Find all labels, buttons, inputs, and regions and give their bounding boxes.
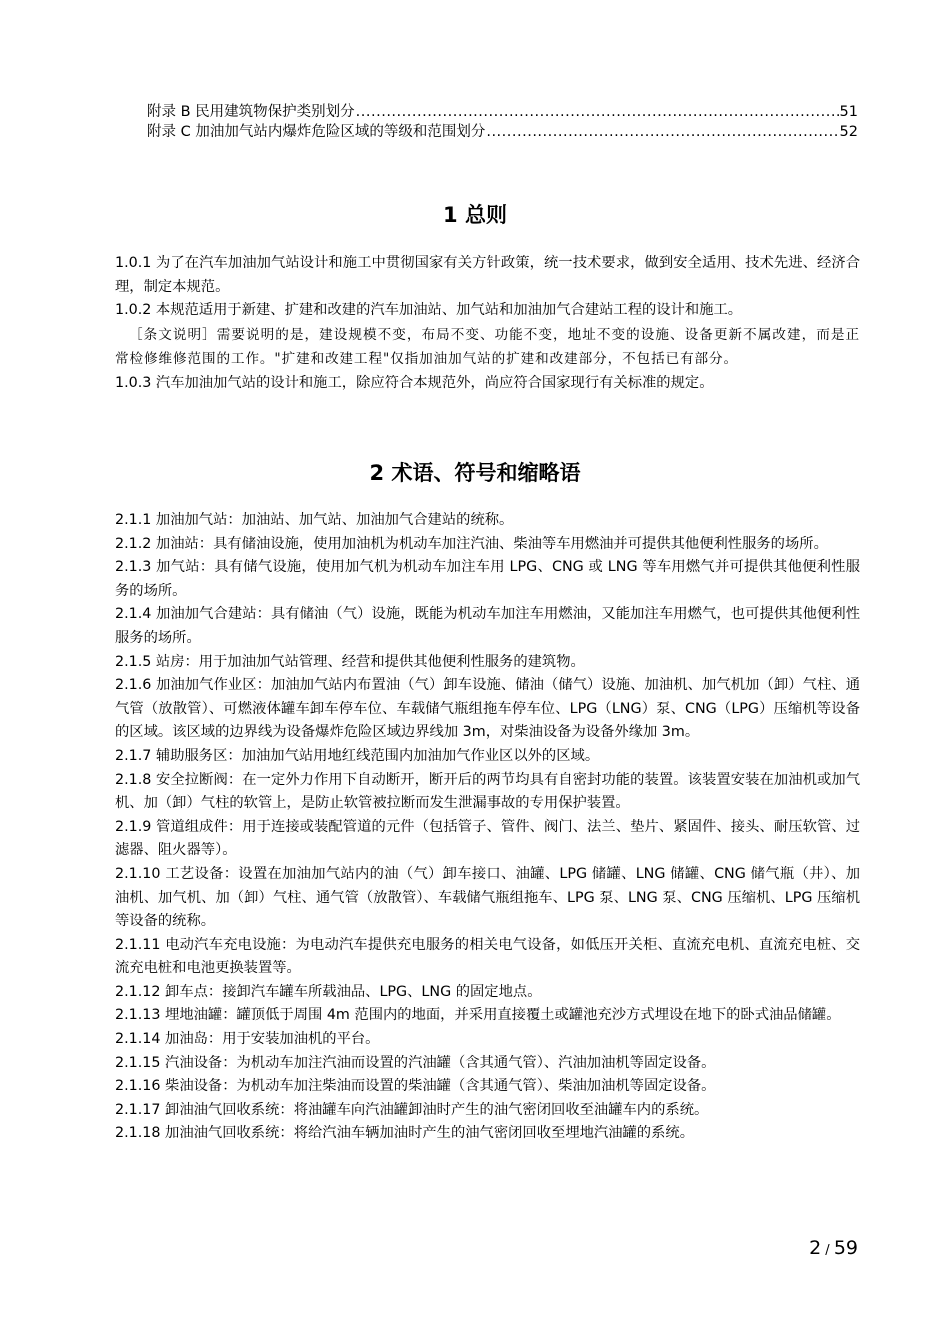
toc-entry-label: 附录 B 民用建筑物保护类别划分 xyxy=(147,104,355,120)
page-number xyxy=(809,1237,858,1259)
term-definition: 2.1.8 安全拉断阀：在一定外力作用下自动断开，断开后的两节均具有自密封功能的装置。该装置安装在加油机或加气机、加（卸）气柱的软管上，是防止软管被拉断而发生泄漏事故的专用保护装置。 xyxy=(115,771,860,812)
term-definition: 2.1.1 加油加气站：加油站、加气站、加油加气合建站的统称。 xyxy=(115,512,514,528)
toc-leader-dots xyxy=(356,102,839,122)
clause-explanation-note: ［条文说明］需要说明的是，建设规模不变，布局不变、功能不变，地址不变的设施、设备更新不属改建，而是正常检修维修范围的工作。"扩建和改建工程"仅指加油加气站的扩建和改建部分，不包括已有部分。 xyxy=(115,326,860,368)
term-definition: 2.1.15 汽油设备：为机动车加注汽油而设置的汽油罐（含其通气管）、汽油加油机等固定设备。 xyxy=(115,1054,716,1071)
clause-paragraph: 1.0.3 汽车加油加气站的设计和施工，除应符合本规范外，尚应符合国家现行有关标准的规定。 xyxy=(115,374,714,391)
total-pages: 59 xyxy=(833,1237,858,1259)
toc-entry[interactable] xyxy=(147,122,858,142)
term-definition: 2.1.18 加油油气回收系统：将给汽油车辆加油时产生的油气密闭回收至埋地汽油罐的系统。 xyxy=(115,1125,694,1142)
section-2-title: 2 术语、符号和缩略语 xyxy=(369,461,581,485)
toc-entry[interactable] xyxy=(147,102,858,122)
term-definition: 2.1.12 卸车点：接卸汽车罐车所载油品、LPG、LNG 的固定地点。 xyxy=(115,983,542,1000)
toc-entry-label: 附录 C 加油加气站内爆炸危险区域的等级和范围划分 xyxy=(147,124,486,140)
current-page: 2 xyxy=(809,1237,822,1259)
clause-paragraph: 1.0.2 本规范适用于新建、扩建和改建的汽车加油站、加气站和加油加气合建站工程的设计和施工。 xyxy=(115,302,743,319)
term-definition: 2.1.11 电动汽车充电设施：为电动汽车提供充电服务的相关电气设备，如低压开关柜、直流充电机、直流充电桩、交流充电桩和电池更换装置等。 xyxy=(115,936,860,977)
term-definition: 2.1.17 卸油油气回收系统：将油罐车向汽油罐卸油时产生的油气密闭回收至油罐车内的系统。 xyxy=(115,1101,709,1118)
table-of-contents xyxy=(147,102,858,142)
term-definition: 2.1.4 加油加气合建站：具有储油（气）设施，既能为机动车加注车用燃油，又能加注车用燃气，也可提供其他便利性服务的场所。 xyxy=(115,606,860,646)
term-definition: 2.1.9 管道组成件：用于连接或装配管道的元件（包括管子、管件、阀门、法兰、垫片、紧固件、接头、耐压软管、过滤器、阻火器等）。 xyxy=(115,818,860,859)
term-definition: 2.1.5 站房：用于加油加气站管理、经营和提供其他便利性服务的建筑物。 xyxy=(115,653,585,670)
term-definition: 2.1.6 加油加气作业区：加油加气站内布置油（气）卸车设施、储油（储气）设施、加油机、加气机加（卸）气柱、通气管（放散管）、可燃液体罐车卸车停车位、车载储气瓶组拖车停车位、LPG（LNG）泵、CNG（LPG）压缩机等设备的区域。该区域的边界线为设备爆炸危险区域边界线加 3m，对柴油设备为设备外缘加 3m。 xyxy=(115,677,860,741)
term-definition: 2.1.13 埋地油罐：罐顶低于周围 4m 范围内的地面，并采用直接覆土或罐池充沙方式埋设在地下的卧式油品储罐。 xyxy=(115,1007,841,1024)
section-1-title: 1 总则 xyxy=(443,203,507,227)
clause-paragraph: 1.0.1 为了在汽车加油加气站设计和施工中贯彻国家有关方针政策，统一技术要求，做到安全适用、技术先进、经济合理，制定本规范。 xyxy=(115,255,860,295)
term-definition: 2.1.3 加气站：具有储气设施，使用加气机为机动车加注车用 LPG、CNG 或 LNG 等车用燃气并可提供其他便利性服务的场所。 xyxy=(115,559,860,599)
term-definition: 2.1.10 工艺设备：设置在加油加气站内的油（气）卸车接口、油罐、LPG 储罐、LNG 储罐、CNG 储气瓶（井）、加油机、加气机、加（卸）气柱、通气管（放散管）、车载储气瓶组拖车、LPG 泵、LNG 泵、CNG 压缩机、LPG 压缩机等设备的统称。 xyxy=(115,865,860,930)
term-definition: 2.1.7 辅助服务区：加油加气站用地红线范围内加油加气作业区以外的区域。 xyxy=(115,747,600,764)
term-definition: 2.1.16 柴油设备：为机动车加注柴油而设置的柴油罐（含其通气管）、柴油加油机等固定设备。 xyxy=(115,1078,716,1095)
term-definition: 2.1.2 加油站：具有储油设施，使用加油机为机动车加注汽油、柴油等车用燃油并可提供其他便利性服务的场所。 xyxy=(115,535,828,552)
section-1-body xyxy=(115,252,860,395)
page-separator: / xyxy=(821,1243,834,1258)
toc-entry-page: 52 xyxy=(839,124,858,140)
section-2-body xyxy=(115,509,860,1146)
toc-entry-page: 51 xyxy=(839,104,858,120)
term-definition: 2.1.14 加油岛：用于安装加油机的平台。 xyxy=(115,1031,380,1048)
toc-leader-dots xyxy=(486,122,838,142)
